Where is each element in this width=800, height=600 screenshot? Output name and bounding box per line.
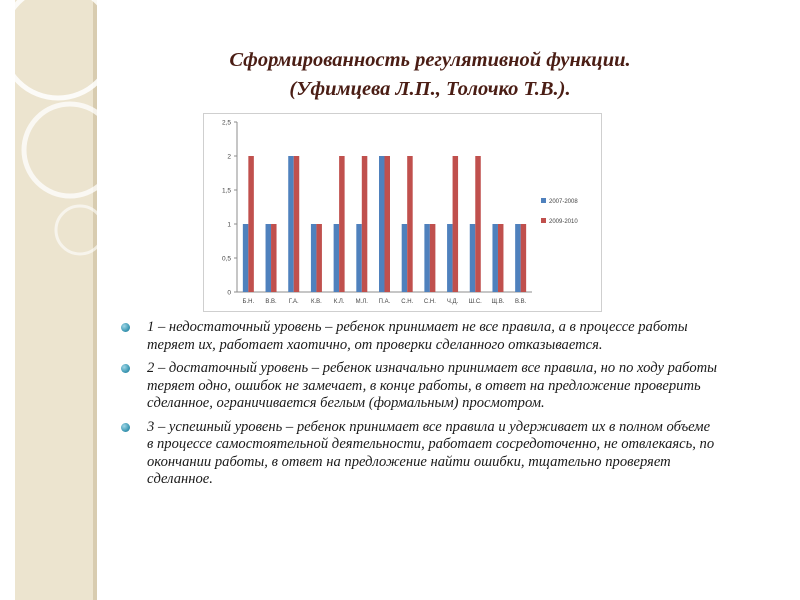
x-tick-label: К.В. [311, 299, 322, 305]
list-item-text: 2 – достаточный уровень – ребенок изначально принимает все правила, но по ходу работы теряет одно, ошибок не замечает, в конце работы, в ответ на предложение проверить сделанное, ограничивается беглым (формальным) просмотром. [147, 360, 718, 411]
bar [515, 224, 521, 292]
bar [248, 156, 254, 292]
legend-swatch [541, 198, 546, 203]
y-tick-label: 1 [227, 221, 231, 229]
bar [453, 156, 459, 292]
bar [356, 224, 362, 292]
title-line-2: (Уфимцева Л.П., Толочко Т.В.). [289, 78, 571, 100]
bullet-icon [121, 323, 130, 332]
bar [521, 224, 527, 292]
x-tick-label: П.А. [378, 299, 391, 305]
x-tick-label: Б.Н. [242, 299, 255, 305]
bar [339, 156, 345, 292]
bar [430, 224, 436, 292]
legend-label: 2007-2008 [549, 199, 578, 205]
bar [424, 224, 430, 292]
legend-label: 2009-2010 [549, 219, 578, 225]
bullet-icon [121, 364, 130, 373]
list-item-text: 3 – успешный уровень – ребенок принимает все правила и удерживает их в полном объеме в процессе самостоятельной деятельности, работает сосредоточенно, не отвлекаясь, по окончании работы, в ответ на предложение найти ошибки, тщательно проверяет сделанное. [147, 418, 715, 487]
slide-title [150, 46, 710, 104]
y-tick-label: 0,5 [221, 255, 231, 263]
levels-list [120, 319, 720, 495]
list-item-text: 1 – недостаточный уровень – ребенок принимает не все правила, а в процессе работы теряет их, работает хаотично, от проверки сделанного отказывается. [147, 319, 688, 353]
list-item [120, 360, 720, 413]
decorative-circles [0, 0, 160, 300]
y-tick-label: 2,5 [221, 119, 231, 127]
x-tick-label: Ч.Д. [446, 299, 459, 305]
bar [334, 224, 340, 292]
x-tick-label: Г.А. [288, 299, 299, 305]
bar [475, 156, 481, 292]
bar [266, 224, 272, 292]
bar [407, 156, 413, 292]
list-item [120, 319, 720, 354]
x-tick-label: В.В. [265, 299, 277, 305]
x-tick-label: Ш.С. [468, 299, 482, 305]
list-item [120, 419, 720, 489]
bar-chart [203, 113, 602, 312]
bar [362, 156, 368, 292]
x-tick-label: С.Н. [401, 299, 414, 305]
bar [498, 224, 504, 292]
legend-swatch [541, 218, 546, 223]
bar [492, 224, 498, 292]
bar [316, 224, 322, 292]
x-tick-label: К.Л. [333, 299, 345, 305]
x-tick-label: Щ.В. [491, 299, 505, 305]
bar [385, 156, 391, 292]
x-tick-label: В.В. [514, 299, 527, 305]
title-line-1: Сформированность регулятивной функции. [229, 49, 631, 71]
bar [379, 156, 385, 292]
bar [311, 224, 317, 292]
bar [470, 224, 476, 292]
bullet-icon [121, 423, 130, 432]
x-tick-label: М.Л. [355, 299, 368, 305]
y-tick-label: 0 [227, 289, 231, 297]
bar [243, 224, 249, 292]
bar [288, 156, 294, 292]
bar [447, 224, 453, 292]
bar [271, 224, 277, 292]
bar [294, 156, 300, 292]
y-tick-label: 2 [227, 153, 231, 161]
bar [402, 224, 408, 292]
x-tick-label: С.Н. [423, 299, 436, 305]
y-tick-label: 1,5 [221, 187, 231, 195]
chart-svg [204, 114, 601, 311]
